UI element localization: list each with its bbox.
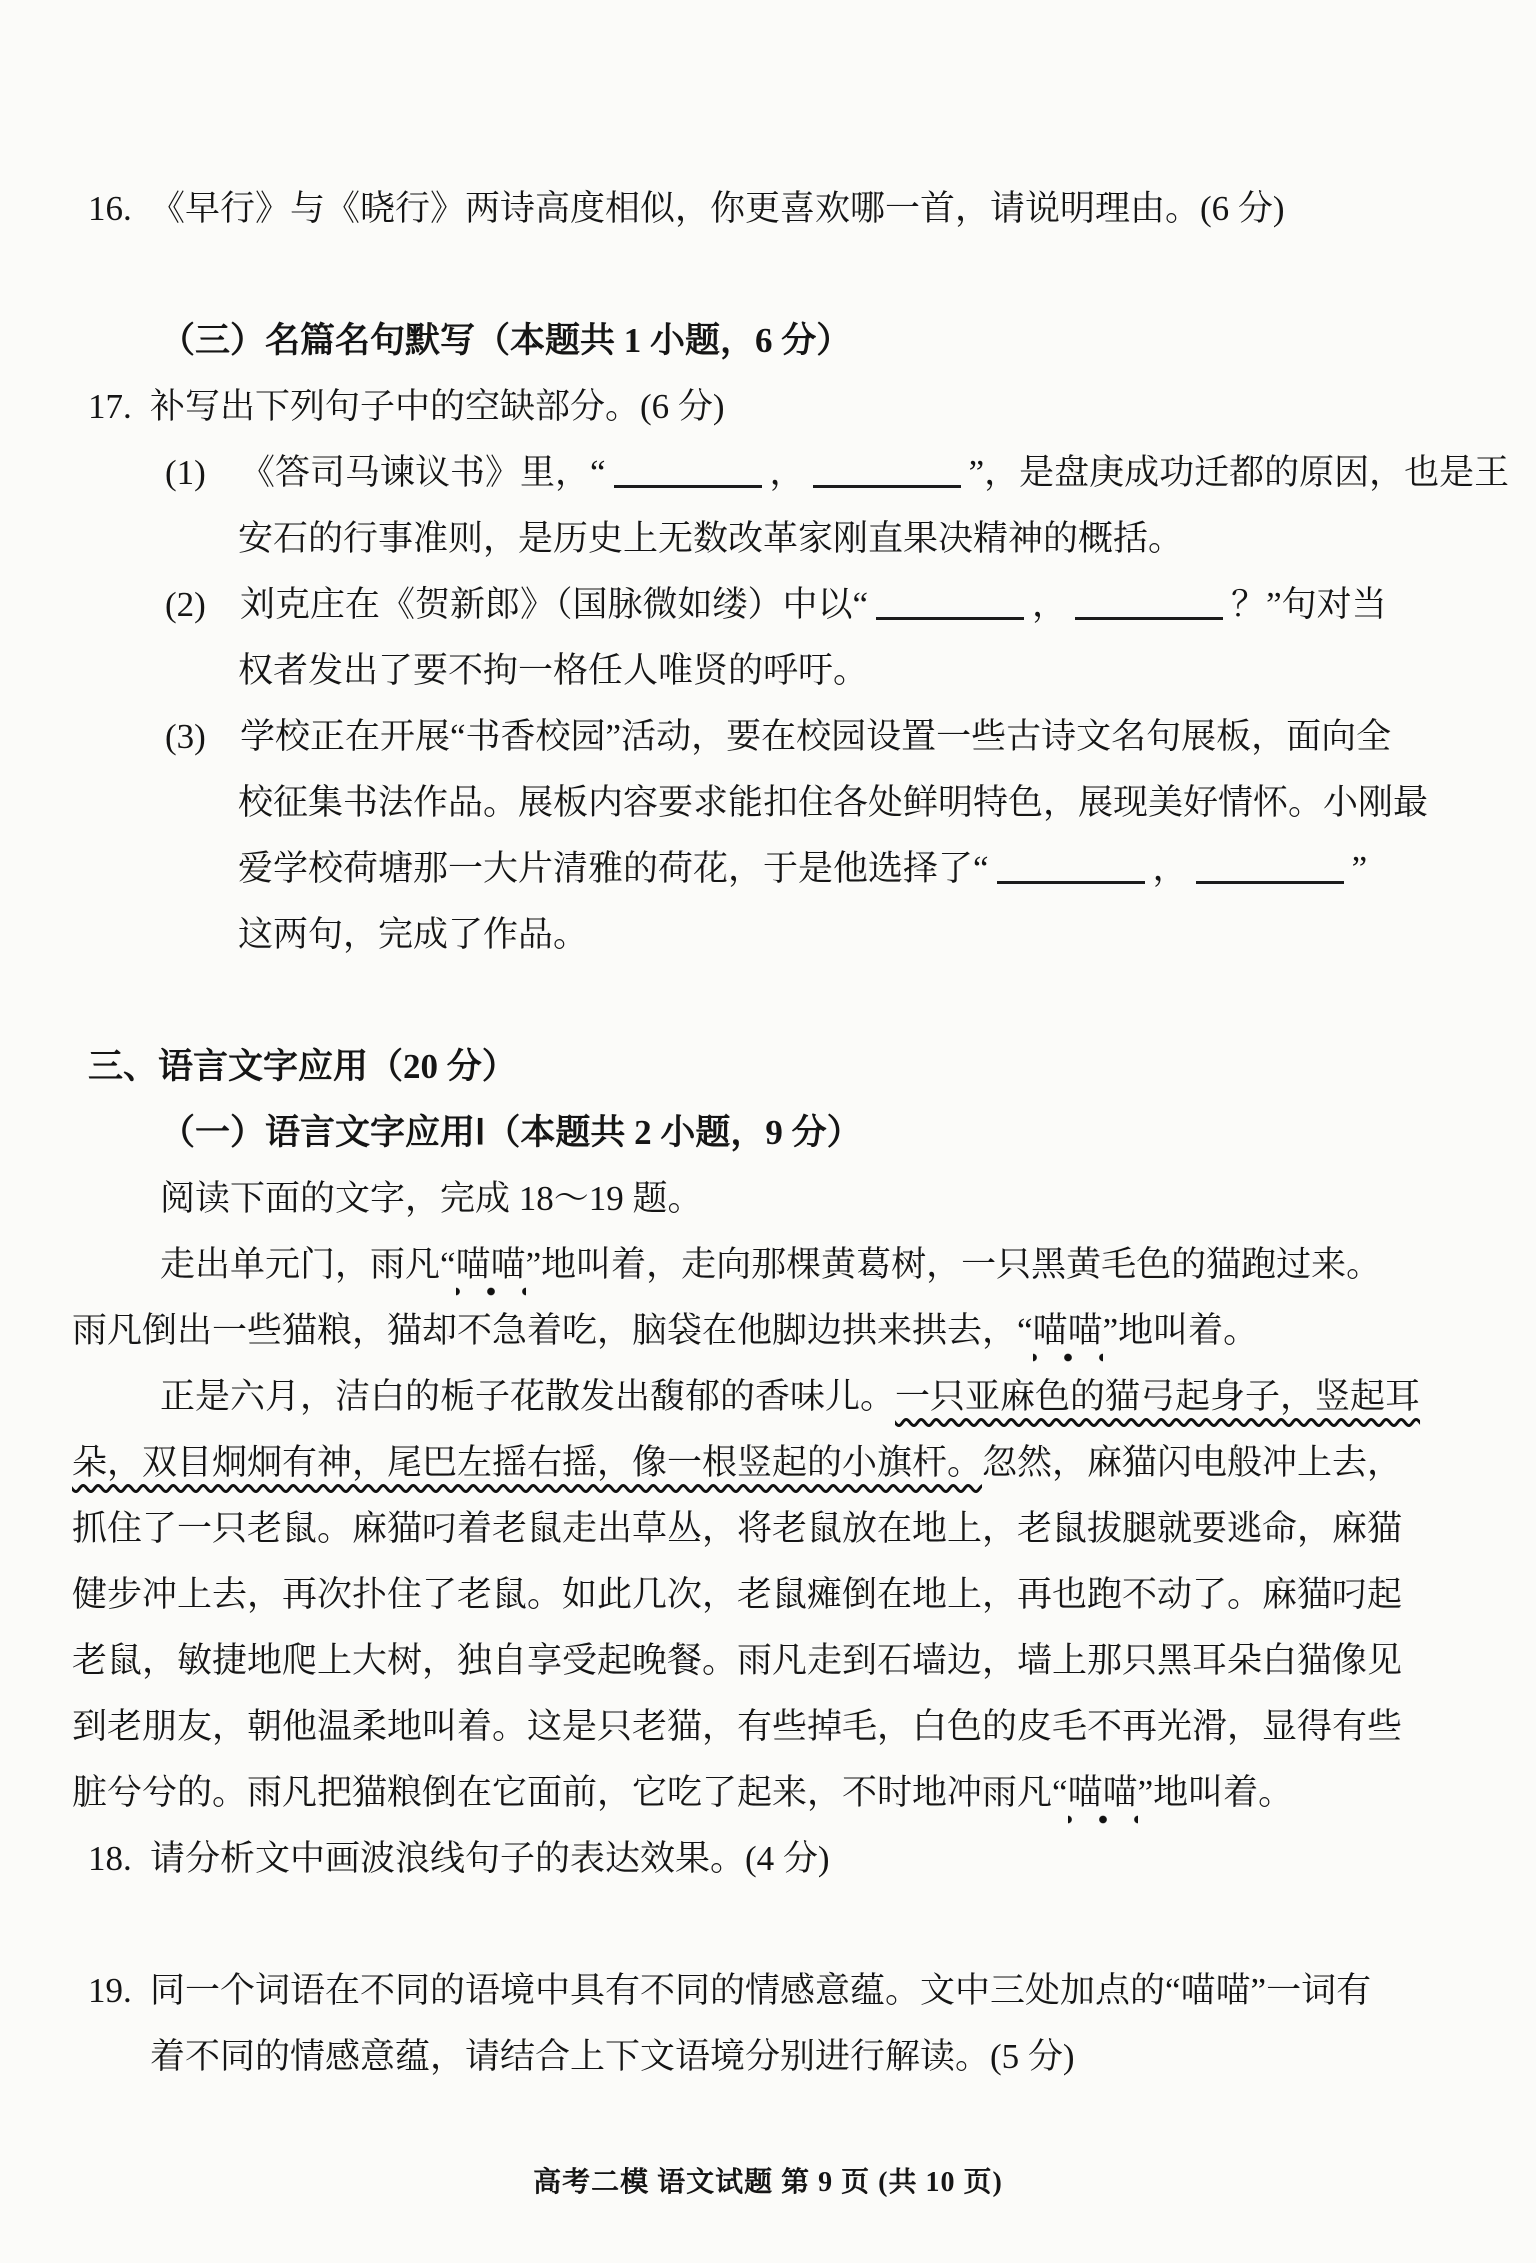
- passage-p2-line-2: [0, 1430, 1536, 1496]
- question-16-number: 16.: [88, 189, 132, 228]
- question-19-text-l2: 着不同的情感意蕴，请结合上下文语境分别进行解读。(5 分): [150, 2037, 1075, 2076]
- passage-p1-line-2: [0, 1298, 1536, 1364]
- p1l2-emphasized-word: 喵喵: [1033, 1311, 1103, 1363]
- question-17-item-2-line-2: [0, 638, 1536, 704]
- answer-blank: [876, 611, 1024, 620]
- item-1-text-post: ”，是盘庚成功迁都的原因，也是王: [968, 453, 1510, 492]
- reading-instruction-text: 阅读下面的文字，完成 18～19 题。: [160, 1179, 703, 1218]
- question-17-item-3-line-2: [0, 770, 1536, 836]
- item-3-text-l1: 学校正在开展“书香校园”活动，要在校园设置一些古诗文名句展板，面向全: [240, 717, 1392, 756]
- item-1-text-cont: 安石的行事准则，是历史上无数改革家刚直果决精神的概括。: [238, 519, 1184, 558]
- item-2-comma: ，: [1032, 585, 1068, 624]
- question-17-number: 17.: [88, 387, 132, 426]
- section-lang-sub-header: [0, 1100, 1536, 1166]
- section-3-header-text: （三）名篇名句默写（本题共 1 小题，6 分）: [160, 321, 852, 360]
- passage-p2-line-4: [0, 1562, 1536, 1628]
- question-16: [0, 176, 1536, 242]
- item-3-text-l3-post: ”: [1351, 849, 1368, 888]
- spacer: [0, 968, 1536, 1034]
- p2l2-wavy-underlined-text: 朵，双目炯炯有神，尾巴左摇右摇，像一根竖起的小旗杆。: [72, 1443, 983, 1482]
- question-19-line-1: [0, 1958, 1536, 2024]
- question-17-item-3-line-4: [0, 902, 1536, 968]
- answer-blank: [614, 479, 762, 488]
- item-2-text-cont: 权者发出了要不拘一格任人唯贤的呼吁。: [238, 651, 869, 690]
- item-1-text-pre: 《答司马谏议书》里，“: [240, 453, 606, 492]
- question-17-item-1-line-1: [0, 440, 1536, 506]
- item-2-text-pre: 刘克庄在《贺新郎》（国脉微如缕）中以“: [240, 585, 869, 624]
- p2l5-text: 老鼠，敏捷地爬上大树，独自享受起晚餐。雨凡走到石墙边，墙上那只黑耳朵白猫像见: [72, 1641, 1403, 1680]
- passage-p2-line-3: [0, 1496, 1536, 1562]
- question-17: [0, 374, 1536, 440]
- section-3-header: [0, 308, 1536, 374]
- item-3-marker: (3): [165, 717, 206, 756]
- p2l7-pre: 脏兮兮的。雨凡把猫粮倒在它面前，它吃了起来，不时地冲雨凡“: [72, 1773, 1068, 1812]
- passage-p2-line-6: [0, 1694, 1536, 1760]
- question-17-item-2-line-1: [0, 572, 1536, 638]
- question-18-number: 18.: [88, 1839, 132, 1878]
- item-2-text-post: ？”句对当: [1231, 585, 1387, 624]
- item-3-text-l4: 这两句，完成了作品。: [238, 915, 589, 954]
- section-lang-header: [0, 1034, 1536, 1100]
- question-17-item-3-line-1: [0, 704, 1536, 770]
- p1l2-post: ”地叫着。: [1102, 1311, 1259, 1350]
- item-1-comma: ，: [769, 453, 805, 492]
- p2l4-text: 健步冲上去，再次扑住了老鼠。如此几次，老鼠瘫倒在地上，再也跑不动了。麻猫叼起: [72, 1575, 1403, 1614]
- reading-instruction: [0, 1166, 1536, 1232]
- p2l6-text: 到老朋友，朝他温柔地叫着。这是只老猫，有些掉毛，白色的皮毛不再光滑，显得有些: [72, 1707, 1403, 1746]
- item-3-text-l2: 校征集书法作品。展板内容要求能扣住各处鲜明特色，展现美好情怀。小刚最: [238, 783, 1429, 822]
- p2l1-wavy-underlined-text: 一只亚麻色的猫弓起身子，竖起耳: [895, 1377, 1421, 1416]
- passage-p1-line-1: [0, 1232, 1536, 1298]
- passage-p2-line-1: [0, 1364, 1536, 1430]
- question-17-item-3-line-3: [0, 836, 1536, 902]
- item-2-marker: (2): [165, 585, 206, 624]
- p1l1-post: ”地叫着，走向那棵黄葛树，一只黑黄毛色的猫跑过来。: [525, 1245, 1382, 1284]
- p2l1-pre: 正是六月，洁白的栀子花散发出馥郁的香味儿。: [160, 1377, 896, 1416]
- passage-p2-line-5: [0, 1628, 1536, 1694]
- spacer: [0, 242, 1536, 308]
- answer-blank: [997, 875, 1145, 884]
- p1l1-pre: 走出单元门，雨凡“: [160, 1245, 456, 1284]
- p2l2-post: 忽然，麻猫闪电般冲上去，: [982, 1443, 1403, 1482]
- item-3-text-l3-pre: 爱学校荷塘那一大片清雅的荷花，于是他选择了“: [238, 849, 989, 888]
- answer-blank: [1196, 875, 1344, 884]
- p2l7-post: ”地叫着。: [1137, 1773, 1294, 1812]
- page-footer-text: 高考二模 语文试题 第 9 页 (共 10 页): [533, 2167, 1003, 2198]
- question-17-stem: 补写出下列句子中的空缺部分。(6 分): [150, 387, 725, 426]
- question-18: [0, 1826, 1536, 1892]
- answer-blank: [1075, 611, 1223, 620]
- page-footer: [0, 2150, 1536, 2216]
- spacer: [0, 1892, 1536, 1958]
- p1l1-emphasized-word: 喵喵: [456, 1245, 526, 1297]
- question-16-text: 《早行》与《晓行》两诗高度相似，你更喜欢哪一首，请说明理由。(6 分): [150, 189, 1285, 228]
- p2l7-emphasized-word: 喵喵: [1068, 1773, 1138, 1825]
- item-1-marker: (1): [165, 453, 206, 492]
- question-19-number: 19.: [88, 1971, 132, 2010]
- p1l2-pre: 雨凡倒出一些猫粮，猫却不急着吃，脑袋在他脚边拱来拱去，“: [72, 1311, 1033, 1350]
- passage-p2-line-7: [0, 1760, 1536, 1826]
- question-17-item-1-line-2: [0, 506, 1536, 572]
- section-lang-sub-header-text: （一）语言文字应用Ⅰ（本题共 2 小题，9 分）: [160, 1113, 862, 1152]
- question-19-line-2: [0, 2024, 1536, 2090]
- question-19-text-l1: 同一个词语在不同的语境中具有不同的情感意蕴。文中三处加点的“喵喵”一词有: [150, 1971, 1372, 2010]
- question-18-text: 请分析文中画波浪线句子的表达效果。(4 分): [150, 1839, 830, 1878]
- p2l3-text: 抓住了一只老鼠。麻猫叼着老鼠走出草丛，将老鼠放在地上，老鼠拔腿就要逃命，麻猫: [72, 1509, 1403, 1548]
- answer-blank: [813, 479, 961, 488]
- section-lang-header-text: 三、语言文字应用（20 分）: [88, 1047, 517, 1086]
- item-3-comma: ，: [1152, 849, 1188, 888]
